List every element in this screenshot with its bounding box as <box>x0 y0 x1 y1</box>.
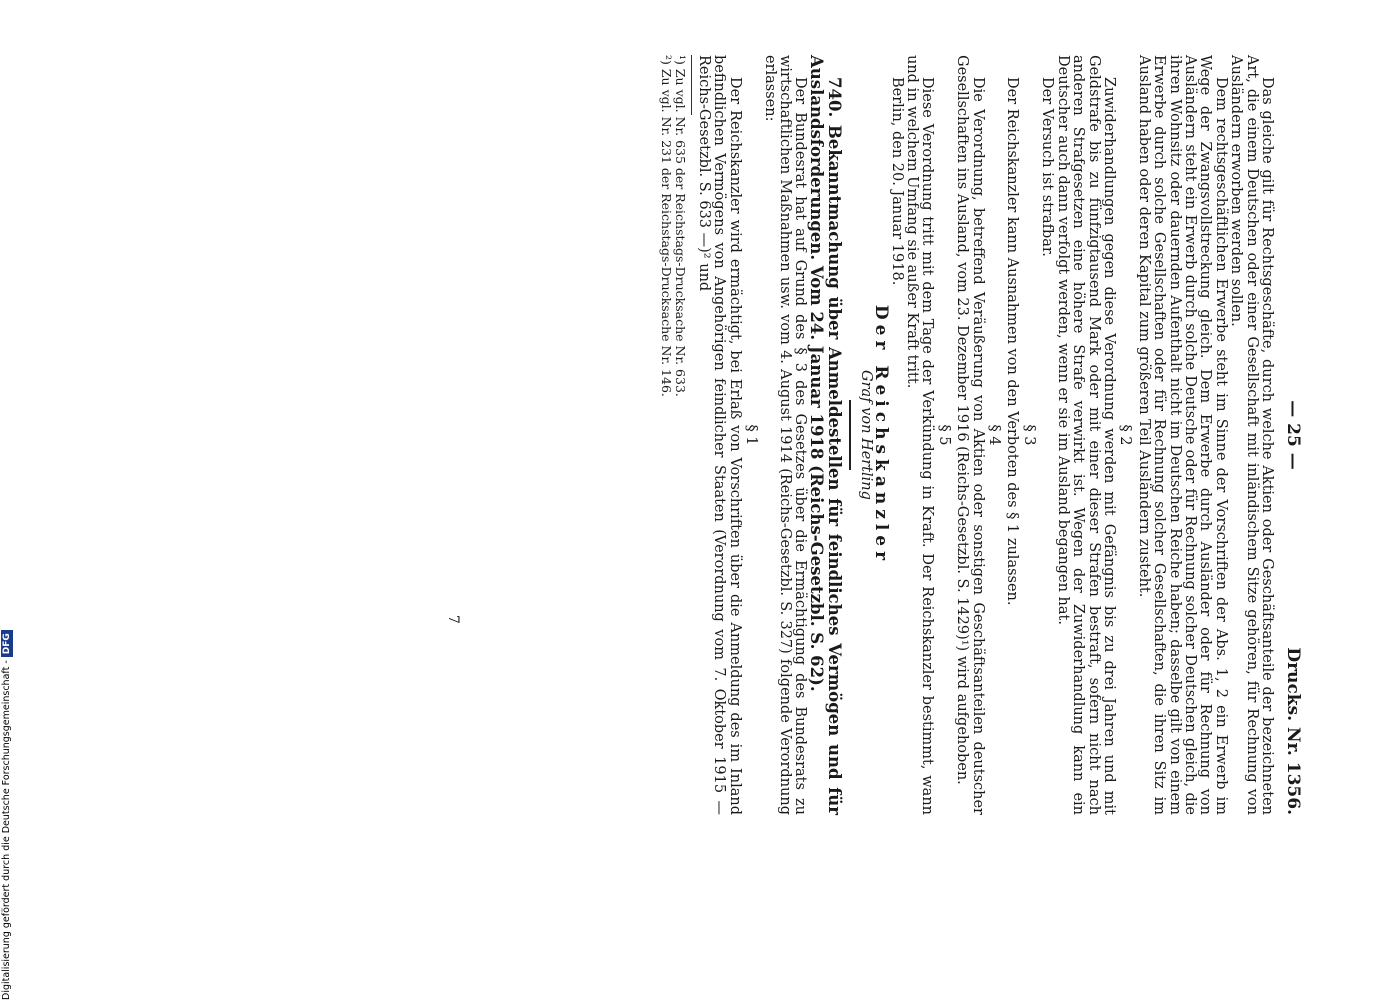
paragraph: Der Reichskanzler kann Ausnahmen von den Verboten des § 1 zulassen. <box>1004 77 1021 606</box>
main-text-block <box>660 55 1274 815</box>
section-heading: § 4 <box>986 424 1003 446</box>
signature-title: Der Reichskanzler <box>871 304 892 566</box>
folio-number: 7 <box>445 615 461 624</box>
section-heading: § 2 <box>1117 424 1134 446</box>
document-reference: Drucks. Nr. 1356. <box>1283 647 1303 815</box>
section-heading: § 5 <box>935 424 952 446</box>
paragraph: Das gleiche gilt für Rechtsgeschäfte, durch welche Aktien oder Geschäftsanteile der bezeichneten Art, die einem Deutschen oder einer Gesellschaft mit inländischem Sitze gehören, für Rechnung von Ausländern erworben werden sollen. <box>1228 55 1275 815</box>
section-heading: § 3 <box>1020 424 1037 446</box>
paragraph: Der Bundesrat hat auf Grund des § 3 des Gesetzes über die Ermächtigung des Bundesrats zu wirtschaftlichen Maßnahmen usw. vom 4. August 1914 (Reichs-Gesetzbl. S. 327) folgende Verordnung erlassen: <box>761 55 809 815</box>
attribution-line <box>0 600 14 1000</box>
footnote: ²) Zu vgl. Nr. 231 der Reichstags-Drucksache Nr. 146. <box>659 55 675 397</box>
attribution-text: Digitalisierung gefördert durch die Deutsche Forschungsgemeinschaft - <box>1 660 12 1000</box>
paragraph: Der Versuch ist strafbar. <box>1039 77 1056 257</box>
place-date: Berlin, den 20. Januar 1918. <box>888 77 905 286</box>
paragraph: Dem rechtsgeschäftlichen Erwerbe steht im Sinne der Vorschriften der Abs. 1, 2 ein Erwerb im Wege der Zwangsvollstreckung gleich. Dem Erwerbe durch Ausländer oder für Rechnung von Ausländern steht ein Erwerb durch solche Deutsche oder für Rechnung solcher Deutschen gleich, die ihren Wohnsitz oder dauernden Aufenthalt nicht im Deutschen Reiche haben; dasselbe gilt von einem Erwerbe durch solche Gesellschaften oder für Rechnung solcher Gesellschaften, die ihren Sitz im Ausland haben oder deren Kapital zum größeren Teil Ausländern zusteht. <box>1135 55 1229 815</box>
announcement-title: 740. Bekanntmachung über Anmeldestellen für feindliches Vermögen und für Auslandsforderungen. Vom 24. Januar 1918 (Reichs-Gesetzbl. S. 62). <box>807 55 845 815</box>
footnote-divider <box>691 55 692 115</box>
paragraph: Der Reichskanzler wird ermächtigt, bei Erlaß von Vorschriften über die Anmeldung des im Inland befindlichen Vermögens von Angehörigen feindlicher Staaten (Verordnung vom 7. Oktober 1915 — Reichs-Gesetzbl. S. 633 —)² und <box>696 55 743 815</box>
section-heading: § 1 <box>743 424 760 446</box>
footnote: ¹) Zu vgl. Nr. 635 der Reichstags-Drucksache Nr. 633. <box>672 55 688 397</box>
dfg-logo: DFG <box>1 630 13 657</box>
paragraph: Zuwiderhandlungen gegen diese Verordnung werden mit Gefängnis bis zu drei Jahren und mit Geldstrafe bis zu fünfzigtausend Mark oder mit einer dieser Strafen bestraft, sofern nicht nach anderen Strafgesetzen eine höhere Strafe verwirkt ist. Wegen der Zuwiderhandlung kann ein Deutscher auch dann verfolgt werden, wenn er sie im Ausland begangen hat. <box>1054 55 1117 815</box>
paragraph: Die Verordnung, betreffend Veräußerung von Aktien oder sonstigen Geschäftsanteilen deutscher Gesellschaften ins Ausland, vom 23. Dezember 1916 (Reichs-Gesetzbl. S. 1429)¹) wird aufgehoben. <box>954 55 986 815</box>
paragraph: Diese Verordnung tritt mit dem Tage der Verkündung in Kraft. Der Reichskanzler bestimmt, wann und in welchem Umfang sie außer Kraft tritt. <box>904 55 936 815</box>
page-number: — 25 — <box>1283 400 1303 470</box>
rotated-text-frame <box>180 55 1303 955</box>
signature-name: Graf von Hertling <box>857 370 874 500</box>
divider <box>849 400 851 470</box>
